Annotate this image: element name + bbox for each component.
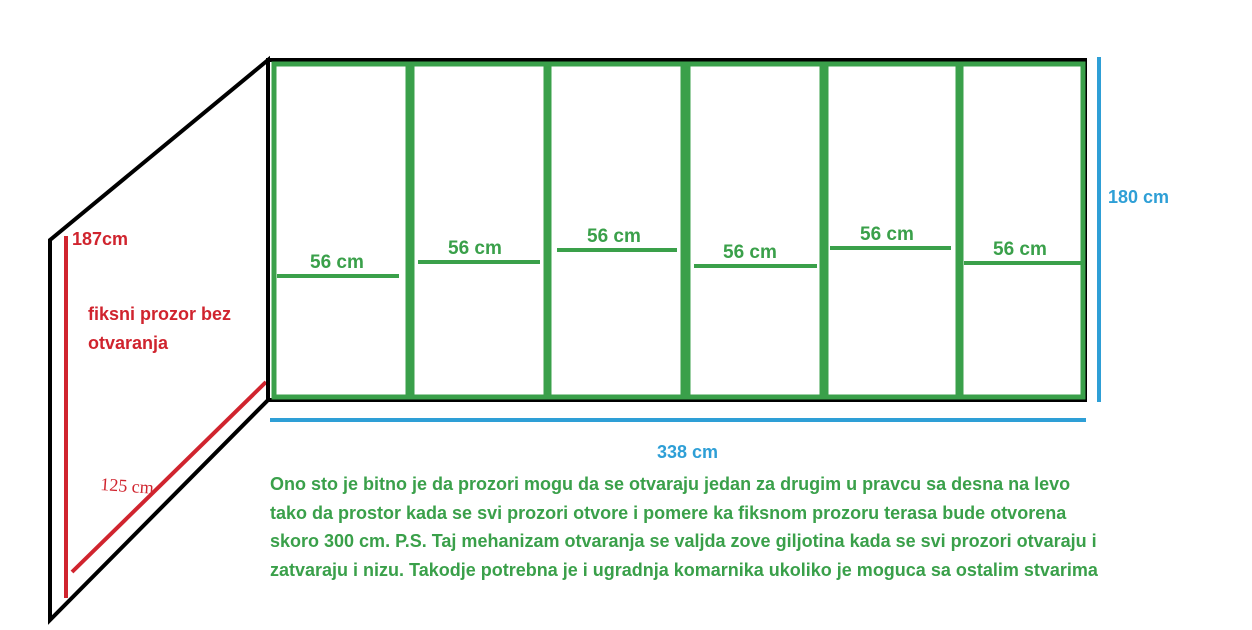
panel-3-width-label: 56 cm — [587, 226, 641, 247]
panel-6 — [961, 64, 1083, 397]
panel-5-width-label: 56 cm — [860, 224, 914, 245]
side-window-label-line1: fiksni prozor bez — [88, 304, 232, 324]
side-window-label-line2: otvaranja — [88, 333, 169, 353]
side-height-label: 187cm — [72, 229, 129, 249]
side-width-label: 125 cm — [99, 474, 155, 498]
panel-2 — [412, 64, 546, 397]
panel-1 — [274, 64, 408, 397]
height-label: 180 cm — [1108, 187, 1170, 207]
panel-4 — [688, 64, 822, 397]
panel-2-width-label: 56 cm — [448, 238, 502, 259]
width-label: 338 cm — [657, 442, 719, 462]
panel-1-width-label: 56 cm — [310, 252, 364, 273]
description-note: Ono sto je bitno je da prozori mogu da se otvaraju jedan za drugim u pravcu sa desna na levo tako da prostor kada se svi prozori otvore i pomere ka fiksnom prozoru terasa bude otvorena skoro 300 cm. P.S. Taj mehanizam otvaranja se valjda zove giljotina kada se svi prozori otvaraju i zatvaraju i nizu. Takodje potrebna je i ugradnja komarnika ukoliko je moguca sa ostalim stvarima — [270, 474, 1098, 580]
panel-4-width-label: 56 cm — [723, 242, 777, 263]
panel-6-width-label: 56 cm — [993, 239, 1047, 260]
sliding-panels — [274, 64, 1083, 397]
